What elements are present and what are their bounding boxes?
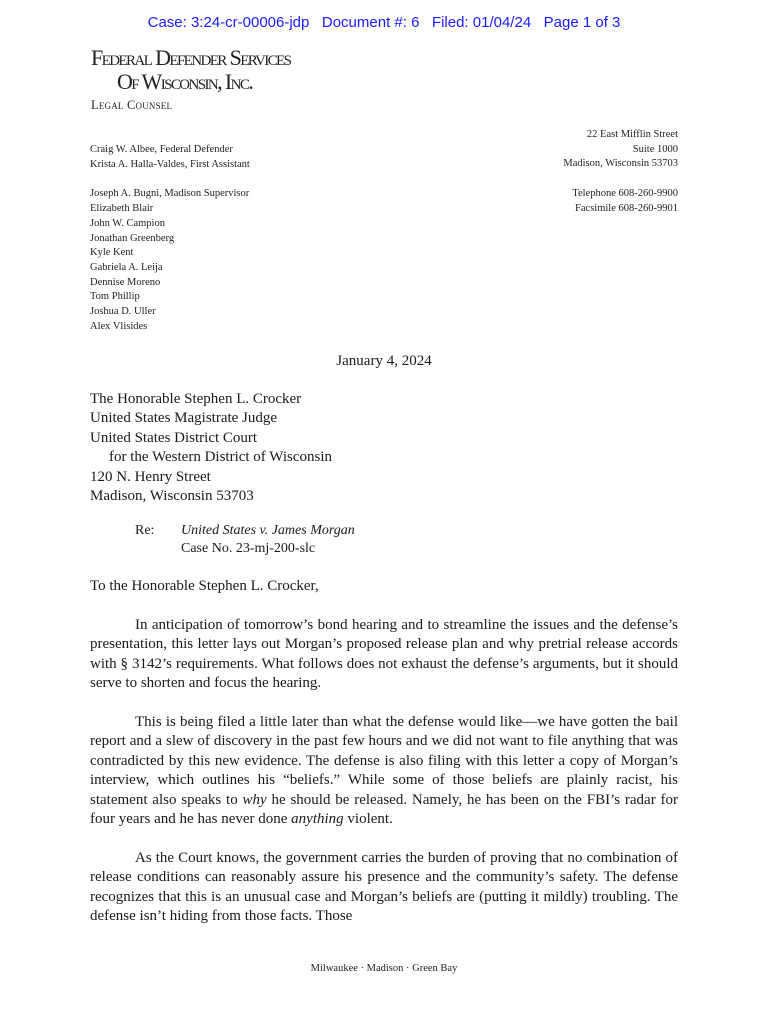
paragraph-text: he should be released. Namely, he has been on the FBI’s radar for four years and he has never done [90,791,678,828]
staff-attorney: John W. Campion [90,217,165,229]
emphasis-text: anything [291,811,344,828]
body-paragraph-2 [90,713,678,829]
staff-attorney: Joseph A. Bugni, Madison Supervisor [90,188,250,200]
staff-leader: Krista A. Halla-Valdes, First Assistant [90,158,250,170]
body-paragraph-1: In anticipation of tomorrow’s bond hearing and to streamline the issues and the defense’s presentation, this letter lays out Morgan’s proposed release plan and why pretrial release accords with § 3142’s requirements. What follows does not exhaust the defense’s arguments, but it should serve to shorten and focus the hearing. [90,617,678,692]
addressee-block [90,390,332,506]
re-block [135,522,355,558]
emphasis-text: why [242,791,267,808]
staff-attorney: Elizabeth Blair [90,203,154,215]
office-street: 22 East Mifflin Street [586,129,678,140]
letter-date: January 4, 2024 [336,353,432,369]
salutation: To the Honorable Stephen L. Crocker, [90,578,319,594]
paragraph-text: violent. [343,811,393,828]
addressee-line: 120 N. Henry Street [90,468,211,485]
letterhead-tagline: Legal Counsel [91,98,173,112]
office-address [563,128,678,217]
letterhead-logo [91,46,290,113]
letterhead-line-1: Federal Defender Services [91,45,291,70]
case-number: Case No. 23-mj-200-slc [181,541,316,556]
addressee-line: Madison, Wisconsin 53703 [90,488,254,505]
re-label: Re: [135,523,155,538]
staff-attorney: Kyle Kent [90,247,134,259]
office-suite: Suite 1000 [632,143,678,155]
paragraph-text: This is being filed a little later than what the defense would like—we have gotten the bail report and a slew of discovery in the past few hours and we did not want to file anything that was contradicted by this new evidence. The defense is also filing with this letter a copy of Morgan’s interview, which outlines his “beliefs.” While some of those beliefs are plainly racist, his statement also speaks to [90,714,678,808]
letterhead-line-2: Of Wisconsin, Inc. [117,69,253,94]
footer-offices: Milwaukee · Madison · Green Bay [310,963,458,974]
staff-attorney: Jonathan Greenberg [90,232,175,244]
addressee-line: for the Western District of Wisconsin [109,449,333,466]
staff-leader: Craig W. Albee, Federal Defender [90,144,233,155]
staff-attorney: Joshua D. Uller [90,306,156,318]
office-facsimile: Facsimile 608-260-9901 [575,202,678,214]
letter-body [90,616,678,946]
case-filing-stamp: Case: 3:24-cr-00006-jdp Document #: 6 Filed: 01/04/24 Page 1 of 3 [147,14,621,31]
staff-list [90,143,250,334]
staff-attorney: Alex Vlisides [90,320,148,332]
case-name: United States v. James Morgan [181,523,355,538]
addressee-line: United States District Court [90,429,258,446]
staff-attorney: Tom Phillip [90,291,140,303]
addressee-line: The Honorable Stephen L. Crocker [90,391,302,407]
staff-attorney: Gabriela A. Leija [90,261,163,273]
staff-attorney: Dennise Moreno [90,276,161,288]
addressee-line: United States Magistrate Judge [90,410,278,427]
office-city: Madison, Wisconsin 53703 [563,158,678,170]
office-telephone: Telephone 608-260-9900 [572,188,678,200]
body-paragraph-3: As the Court knows, the government carries the burden of proving that no combination of release conditions can reasonably assure his presence and the community’s safety. The defense recognizes that this is an unusual case and Morgan’s beliefs are (putting it mildly) troubling. The defense isn’t hiding from those facts. Those [90,849,678,925]
